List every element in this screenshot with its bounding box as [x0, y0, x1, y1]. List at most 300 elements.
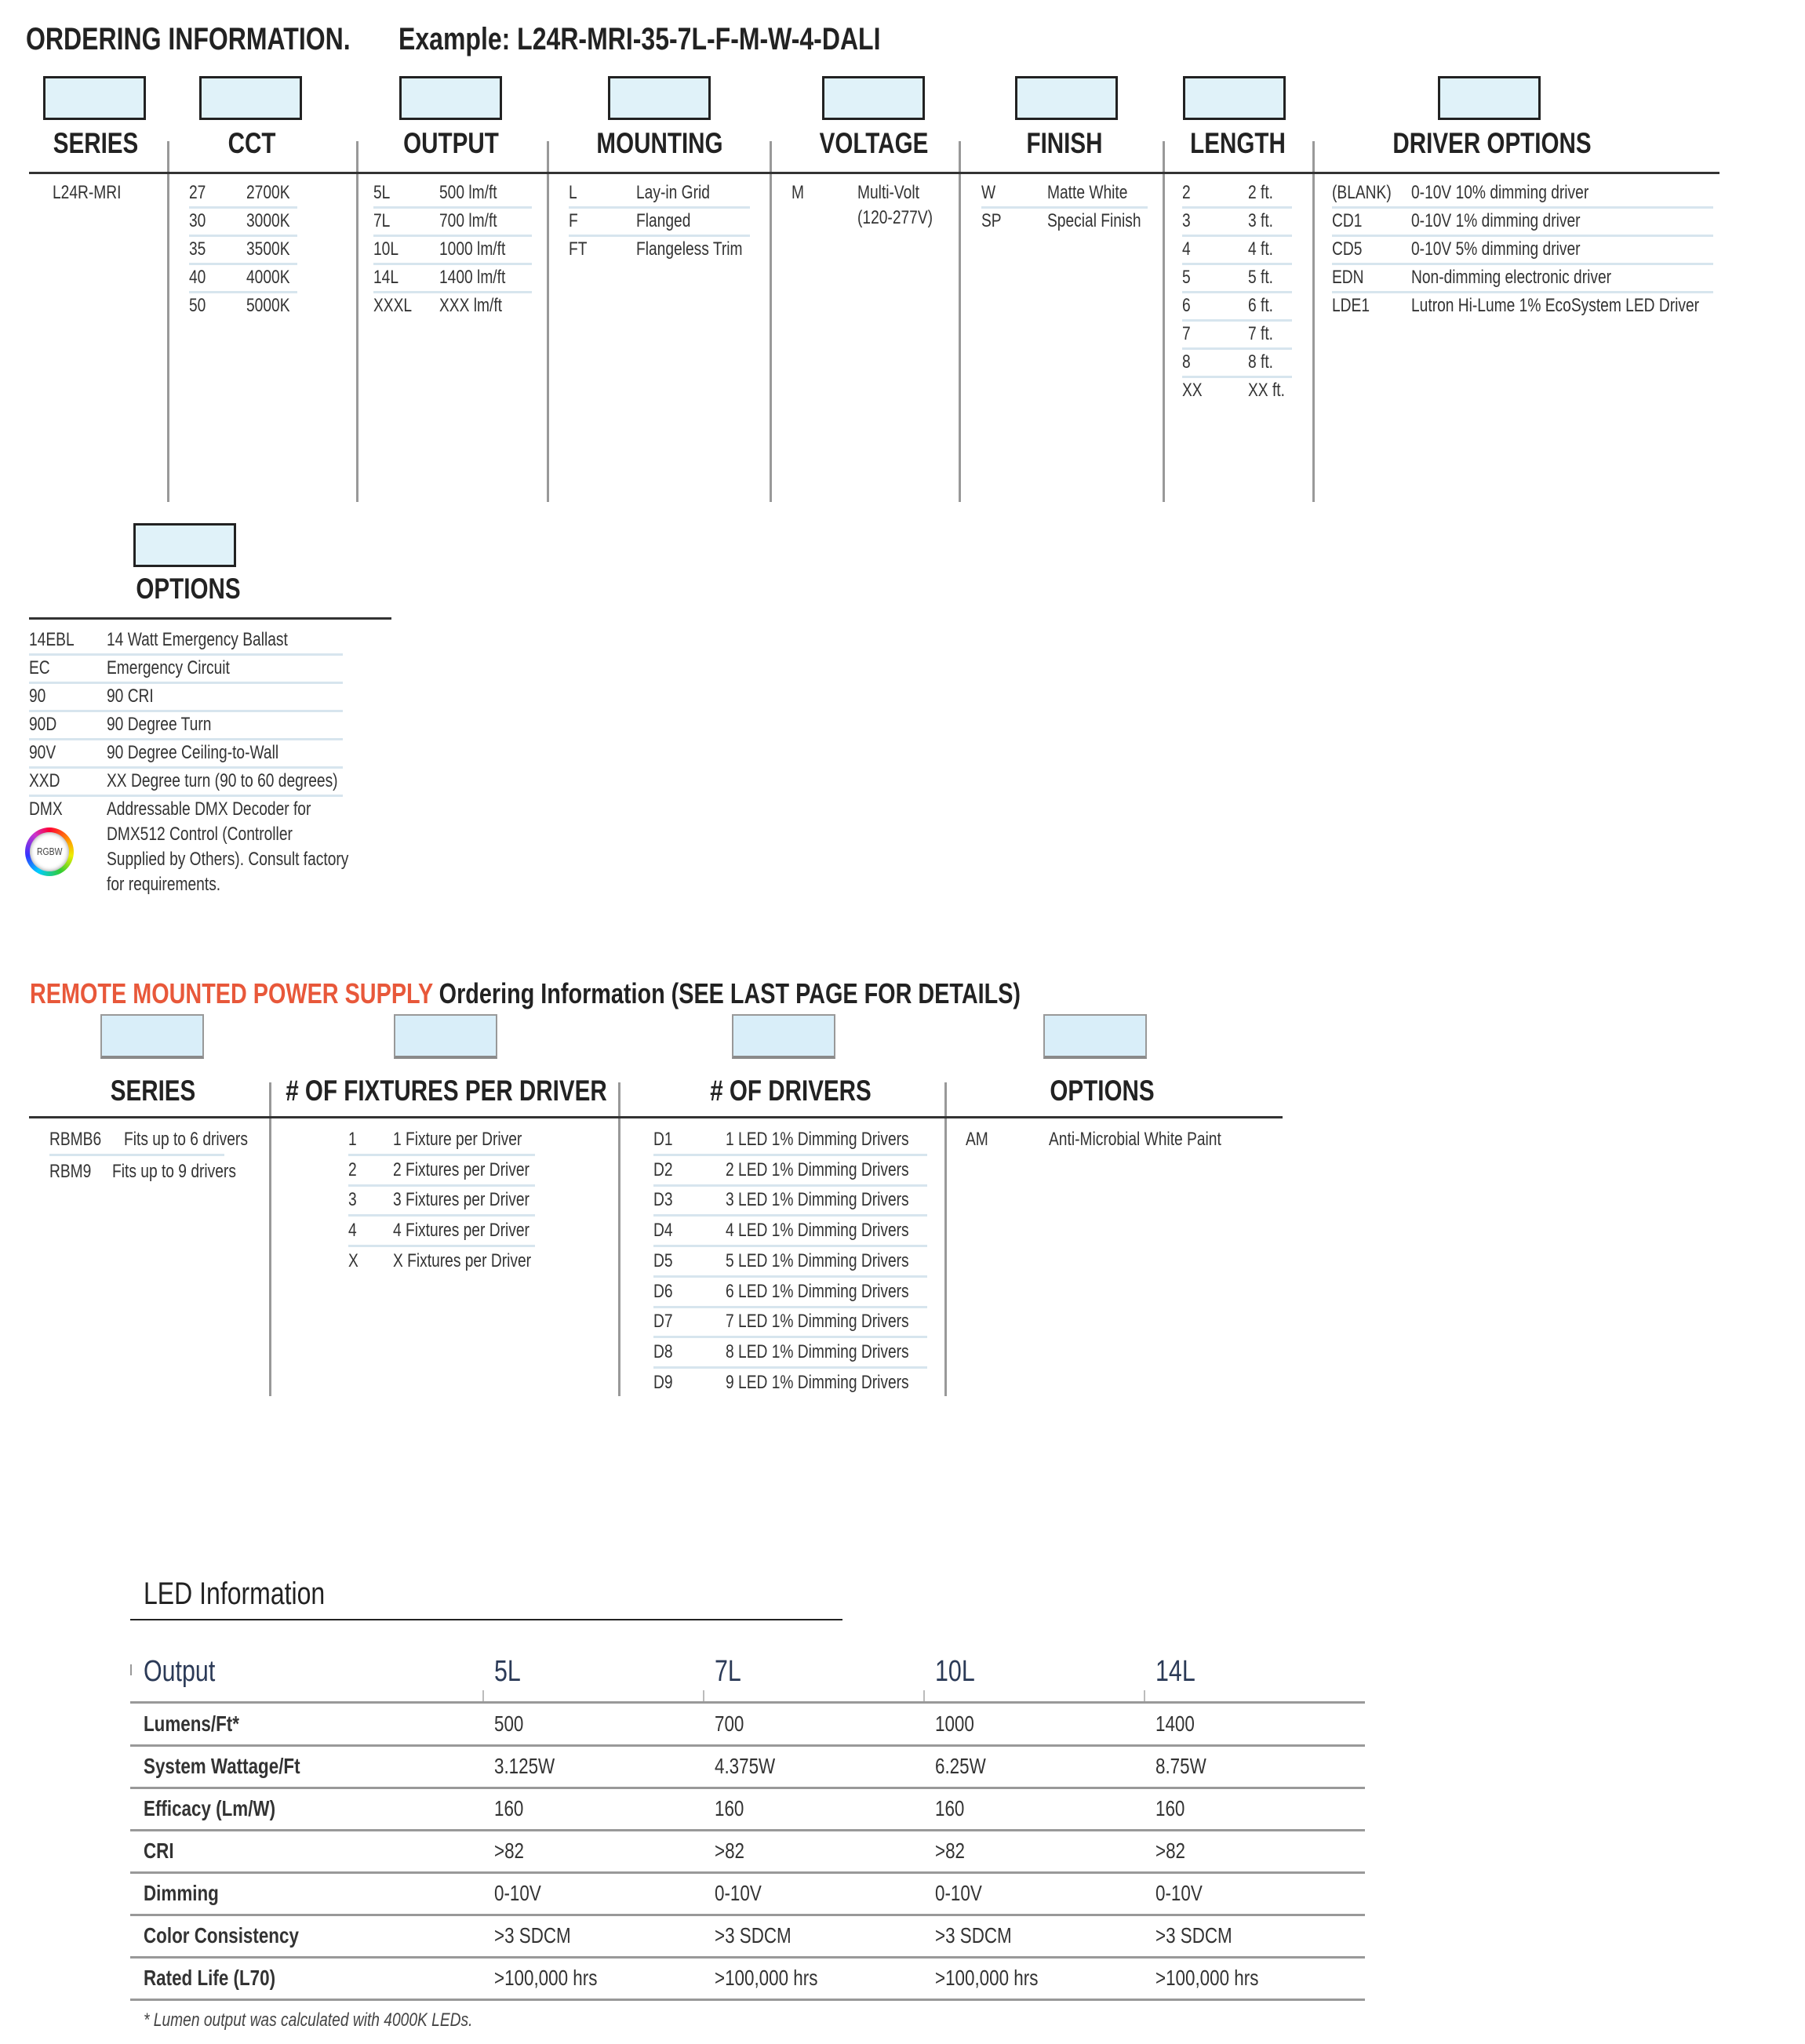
option-description	[246, 209, 300, 233]
spec-value	[494, 1966, 623, 1991]
text: 8	[1182, 351, 1191, 373]
text: 10L	[935, 1655, 975, 1688]
text: OPTIONS	[136, 573, 241, 605]
row-separator	[653, 1214, 927, 1217]
option-code	[1182, 322, 1192, 346]
text: 7 ft.	[1248, 323, 1274, 344]
option-code	[981, 181, 999, 205]
text: D1	[653, 1129, 673, 1150]
selection-box-4	[822, 76, 925, 120]
text: Example: L24R-MRI-35-7L-F-M-W-4-DALI	[398, 22, 881, 56]
text: 0-10V	[1155, 1881, 1203, 1905]
option-code	[373, 209, 395, 233]
text: 8 LED 1% Dimming Drivers	[726, 1340, 909, 1362]
row-separator	[569, 235, 750, 237]
text: 3 LED 1% Dimming Drivers	[726, 1189, 909, 1211]
text: 4 ft.	[1248, 238, 1274, 260]
text: XXXL	[373, 295, 413, 316]
option-description	[726, 1340, 955, 1364]
option-description	[1411, 181, 1633, 205]
option-description	[107, 628, 333, 652]
text: Multi-Volt	[857, 182, 919, 203]
row-separator	[653, 1184, 927, 1187]
option-code	[653, 1340, 678, 1364]
text: EDN	[1332, 267, 1364, 288]
text: 0-10V	[494, 1881, 541, 1905]
option-description	[439, 266, 522, 289]
option-code	[1182, 266, 1192, 289]
row-separator	[348, 1245, 535, 1247]
row-separator	[189, 206, 297, 209]
text: Matte White	[1047, 182, 1128, 203]
selection-box-options	[133, 523, 236, 567]
option-description	[439, 209, 511, 233]
text: 160	[935, 1796, 965, 1820]
text: 4	[348, 1220, 357, 1242]
text: Non-dimming electronic driver	[1411, 267, 1612, 288]
text: Special Finish	[1047, 210, 1141, 231]
row-separator	[373, 291, 532, 293]
option-description	[107, 873, 249, 897]
row-rule	[130, 1744, 1365, 1747]
option-description	[636, 181, 728, 205]
row-separator	[653, 1366, 927, 1369]
option-code	[569, 181, 579, 205]
option-description	[107, 848, 409, 871]
option-description	[636, 209, 704, 233]
led-header-cell	[144, 1655, 233, 1689]
option-description	[1248, 181, 1279, 205]
option-code	[1182, 294, 1192, 318]
column-divider	[547, 141, 549, 502]
text: Dimming	[144, 1881, 219, 1905]
led-header-cell	[494, 1655, 527, 1689]
header-rule	[29, 617, 391, 620]
option-description	[246, 181, 300, 205]
row-separator	[29, 710, 343, 712]
text: 40	[189, 267, 206, 288]
selection-box-1	[199, 76, 302, 120]
option-description	[726, 1219, 955, 1242]
option-description	[393, 1158, 563, 1182]
spec-label	[144, 1923, 337, 1948]
remote-title-rest: Ordering Information (SEE LAST PAGE FOR DETAILS)	[439, 977, 1021, 1009]
column-header	[391, 127, 511, 160]
selection-box-2	[732, 1014, 835, 1059]
text: XX	[1182, 380, 1203, 401]
text: LENGTH	[1190, 127, 1286, 159]
option-code	[189, 266, 210, 289]
row-separator	[653, 1336, 927, 1338]
option-code	[1332, 294, 1379, 318]
text: D9	[653, 1371, 673, 1393]
column-header	[246, 1075, 647, 1107]
option-description	[1411, 266, 1661, 289]
text: 30	[189, 210, 206, 231]
column-tick	[1144, 1690, 1145, 1702]
text: Fits up to 6 drivers	[124, 1129, 248, 1150]
text: 4	[1182, 238, 1191, 260]
row-separator	[653, 1154, 927, 1156]
text: 90 CRI	[107, 686, 154, 707]
option-description	[857, 206, 952, 230]
text: LED Information	[144, 1577, 326, 1611]
text: 0-10V 10% dimming driver	[1411, 182, 1589, 203]
text: 3 Fixtures per Driver	[393, 1189, 529, 1211]
option-code	[373, 238, 405, 261]
text: XX Degree turn (90 to 60 degrees)	[107, 770, 338, 791]
option-code	[1182, 209, 1192, 233]
option-description	[393, 1219, 563, 1242]
text: ORDERING INFORMATION.	[26, 22, 351, 56]
text: 6 LED 1% Dimming Drivers	[726, 1280, 909, 1302]
row-separator	[348, 1154, 535, 1156]
text: 1	[348, 1129, 357, 1150]
text: SP	[981, 210, 1002, 231]
text: 50	[189, 295, 206, 316]
row-separator	[373, 206, 532, 209]
row-rule	[130, 1787, 1365, 1789]
text: 4.375W	[715, 1754, 776, 1778]
text: D4	[653, 1220, 673, 1242]
spec-value	[715, 1711, 751, 1737]
option-description	[1248, 351, 1279, 374]
text: 2 LED 1% Dimming Drivers	[726, 1158, 909, 1180]
text: 9 LED 1% Dimming Drivers	[726, 1371, 909, 1393]
selection-box-3	[1043, 1014, 1147, 1059]
spec-value	[1155, 1796, 1192, 1821]
option-code	[792, 181, 807, 205]
option-description	[1248, 379, 1294, 402]
option-description	[1047, 181, 1148, 205]
option-code	[29, 628, 86, 652]
column-header	[100, 1075, 206, 1107]
column-header	[806, 127, 941, 160]
row-separator	[373, 235, 532, 237]
text: FT	[569, 238, 588, 260]
column-header	[123, 573, 254, 606]
column-header	[1178, 127, 1297, 160]
text: Addressable DMX Decoder for	[107, 798, 311, 820]
text: 2700K	[246, 182, 290, 203]
column-tick	[923, 1690, 925, 1702]
option-description	[1248, 294, 1279, 318]
text: 14EBL	[29, 629, 75, 650]
rgbw-icon	[25, 827, 74, 876]
column-header	[222, 127, 282, 160]
text: 1400 lm/ft	[439, 267, 506, 288]
row-separator	[348, 1214, 535, 1217]
text: 5L	[494, 1655, 521, 1688]
option-code	[653, 1219, 678, 1242]
option-description	[107, 798, 362, 821]
column-header	[1037, 1075, 1168, 1107]
text: Color Consistency	[144, 1923, 299, 1948]
option-code	[348, 1188, 358, 1212]
text: L	[569, 182, 577, 203]
text: XXD	[29, 770, 60, 791]
column-divider	[356, 141, 358, 502]
option-code	[29, 798, 71, 821]
text: XX ft.	[1248, 380, 1285, 401]
text: CCT	[227, 127, 276, 159]
option-code	[348, 1219, 358, 1242]
option-code	[653, 1310, 678, 1333]
option-code	[966, 1128, 994, 1151]
text: 0-10V	[715, 1881, 762, 1905]
option-code	[653, 1128, 678, 1151]
option-code	[653, 1280, 678, 1304]
spec-value	[715, 1923, 810, 1948]
text: 14L	[373, 267, 399, 288]
text: Efficacy (Lm/W)	[144, 1796, 276, 1820]
option-description	[726, 1280, 955, 1304]
led-header-cell	[1155, 1655, 1205, 1689]
option-description	[636, 238, 769, 261]
spec-value	[494, 1711, 531, 1737]
spec-label	[144, 1839, 181, 1864]
text: 0-10V 1% dimming driver	[1411, 210, 1581, 231]
selection-box-1	[394, 1014, 497, 1059]
row-separator	[348, 1184, 535, 1187]
text: 5 ft.	[1248, 267, 1274, 288]
text: RBMB6	[49, 1129, 102, 1150]
row-separator	[29, 682, 343, 684]
row-separator	[49, 1154, 224, 1156]
row-separator	[189, 263, 297, 265]
option-code	[653, 1249, 678, 1273]
selection-box-3	[608, 76, 711, 120]
row-separator	[29, 738, 343, 740]
text: 0-10V	[935, 1881, 982, 1905]
spec-value	[935, 1966, 1064, 1991]
text: FINISH	[1026, 127, 1103, 159]
text: Fits up to 9 drivers	[112, 1161, 236, 1182]
option-description	[439, 294, 518, 318]
option-description	[1049, 1128, 1265, 1151]
rgbw-icon-inner	[30, 832, 69, 871]
text: >82	[715, 1839, 744, 1863]
option-description	[107, 685, 166, 708]
text: >100,000 hrs	[935, 1966, 1039, 1990]
row-separator	[29, 795, 343, 797]
text: (BLANK)	[1332, 182, 1392, 203]
option-description	[393, 1188, 563, 1212]
text: 14 Watt Emergency Ballast	[107, 629, 288, 650]
text: D5	[653, 1249, 673, 1271]
header-rule	[29, 1116, 1283, 1118]
text: 7 LED 1% Dimming Drivers	[726, 1311, 909, 1333]
spec-value	[715, 1881, 773, 1906]
row-rule	[130, 1829, 1365, 1831]
text: 1000	[935, 1711, 974, 1736]
text: 6 ft.	[1248, 295, 1274, 316]
row-separator	[1332, 291, 1713, 293]
option-description	[1411, 209, 1622, 233]
option-description	[107, 656, 260, 680]
column-divider	[618, 1082, 620, 1396]
option-code	[348, 1128, 358, 1151]
text: 7L	[373, 210, 391, 231]
text: DMX	[29, 798, 63, 820]
text: >82	[1155, 1839, 1185, 1863]
option-code	[53, 181, 138, 205]
row-separator	[1332, 235, 1713, 237]
row-separator	[1332, 206, 1713, 209]
column-header	[1017, 127, 1112, 160]
text: >82	[935, 1839, 965, 1863]
option-description	[726, 1310, 955, 1333]
row-separator	[189, 235, 297, 237]
option-description	[107, 769, 395, 793]
option-description	[726, 1128, 955, 1151]
option-code	[49, 1128, 115, 1151]
spec-value	[935, 1754, 999, 1779]
spec-value	[494, 1881, 553, 1906]
text: RGBW	[36, 846, 63, 857]
option-description	[393, 1128, 554, 1151]
text: >100,000 hrs	[715, 1966, 818, 1990]
led-header-cell	[715, 1655, 748, 1689]
column-tick	[703, 1690, 704, 1702]
option-description	[112, 1160, 267, 1184]
option-description	[1248, 238, 1279, 261]
text: Emergency Circuit	[107, 657, 230, 678]
text: SERIES	[53, 127, 139, 159]
column-divider	[770, 141, 772, 502]
column-divider	[1163, 141, 1165, 502]
spec-value	[494, 1923, 590, 1948]
row-separator	[1182, 291, 1292, 293]
text: 0-10V 5% dimming driver	[1411, 238, 1581, 260]
option-code	[981, 209, 1006, 233]
text: CD1	[1332, 210, 1363, 231]
text: 90	[29, 686, 46, 707]
row-separator	[653, 1306, 927, 1308]
text: F	[569, 210, 578, 231]
column-divider	[167, 141, 169, 502]
text: W	[981, 182, 996, 203]
option-code	[189, 294, 210, 318]
column-header	[690, 1075, 892, 1107]
row-separator	[569, 206, 750, 209]
column-header	[1368, 127, 1617, 160]
text: 3.125W	[494, 1754, 555, 1778]
option-code	[373, 266, 405, 289]
text: OPTIONS	[1050, 1075, 1155, 1107]
text: X	[348, 1249, 358, 1271]
option-code	[29, 713, 64, 736]
option-description	[107, 823, 339, 846]
option-description	[439, 238, 522, 261]
text: 4000K	[246, 267, 290, 288]
text: >3 SDCM	[715, 1923, 792, 1948]
text: 3000K	[246, 210, 290, 231]
text: 3	[1182, 210, 1191, 231]
option-description	[246, 238, 300, 261]
text: >3 SDCM	[1155, 1923, 1232, 1948]
spec-value	[935, 1839, 973, 1864]
spec-value	[494, 1754, 570, 1779]
text: (120-277V)	[857, 207, 933, 228]
column-divider	[1312, 141, 1315, 502]
option-description	[726, 1371, 955, 1395]
text: 3500K	[246, 238, 290, 260]
text: 160	[494, 1796, 524, 1820]
spec-value	[1155, 1923, 1251, 1948]
text: Supplied by Others). Consult factory	[107, 849, 349, 870]
text: Output	[144, 1655, 216, 1688]
spec-value	[935, 1796, 972, 1821]
spec-label	[144, 1796, 308, 1821]
text: # OF DRIVERS	[710, 1075, 872, 1107]
text: Lay-in Grid	[636, 182, 710, 203]
text: 500 lm/ft	[439, 182, 497, 203]
selection-box-2	[399, 76, 502, 120]
spec-value	[1155, 1711, 1204, 1737]
text: 160	[715, 1796, 744, 1820]
option-code	[348, 1249, 361, 1273]
selection-box-7	[1438, 76, 1541, 120]
row-separator	[1182, 235, 1292, 237]
text: 2 Fixtures per Driver	[393, 1158, 529, 1180]
option-code	[653, 1188, 678, 1212]
row-separator	[1182, 376, 1292, 378]
text: 14L	[1155, 1655, 1195, 1688]
text: 27	[189, 182, 206, 203]
text: D8	[653, 1340, 673, 1362]
text: Lumens/Ft*	[144, 1711, 239, 1736]
text: D2	[653, 1158, 673, 1180]
selection-box-0	[43, 76, 146, 120]
text: SERIES	[110, 1075, 196, 1107]
text: XXX lm/ft	[439, 295, 503, 316]
row-separator	[1182, 347, 1292, 350]
text: 2 ft.	[1248, 182, 1274, 203]
spec-value	[715, 1839, 752, 1864]
option-description	[857, 181, 935, 205]
text: 90D	[29, 714, 57, 735]
text: Anti-Microbial White Paint	[1049, 1129, 1221, 1150]
option-code	[189, 238, 210, 261]
text: Lutron Hi-Lume 1% EcoSystem LED Driver	[1411, 295, 1700, 316]
spec-value	[1155, 1966, 1284, 1991]
option-code	[49, 1160, 102, 1184]
text: 5L	[373, 182, 391, 203]
option-description	[439, 181, 511, 205]
text: >3 SDCM	[935, 1923, 1012, 1948]
text: Flanged	[636, 210, 691, 231]
option-description	[246, 294, 300, 318]
text: System Wattage/Ft	[144, 1754, 300, 1778]
text: VOLTAGE	[819, 127, 929, 159]
row-separator	[189, 291, 297, 293]
row-separator	[981, 206, 1148, 209]
option-code	[653, 1158, 678, 1182]
led-title	[144, 1577, 370, 1612]
text: AM	[966, 1129, 988, 1150]
option-description	[726, 1188, 955, 1212]
option-code	[569, 238, 591, 261]
option-code	[29, 656, 55, 680]
text: 1400	[1155, 1711, 1195, 1736]
spec-value	[935, 1881, 994, 1906]
spec-label	[144, 1881, 238, 1906]
row-separator	[29, 653, 343, 656]
option-code	[29, 741, 63, 765]
remote-title	[30, 977, 1268, 1010]
led-title-rule	[130, 1619, 842, 1620]
